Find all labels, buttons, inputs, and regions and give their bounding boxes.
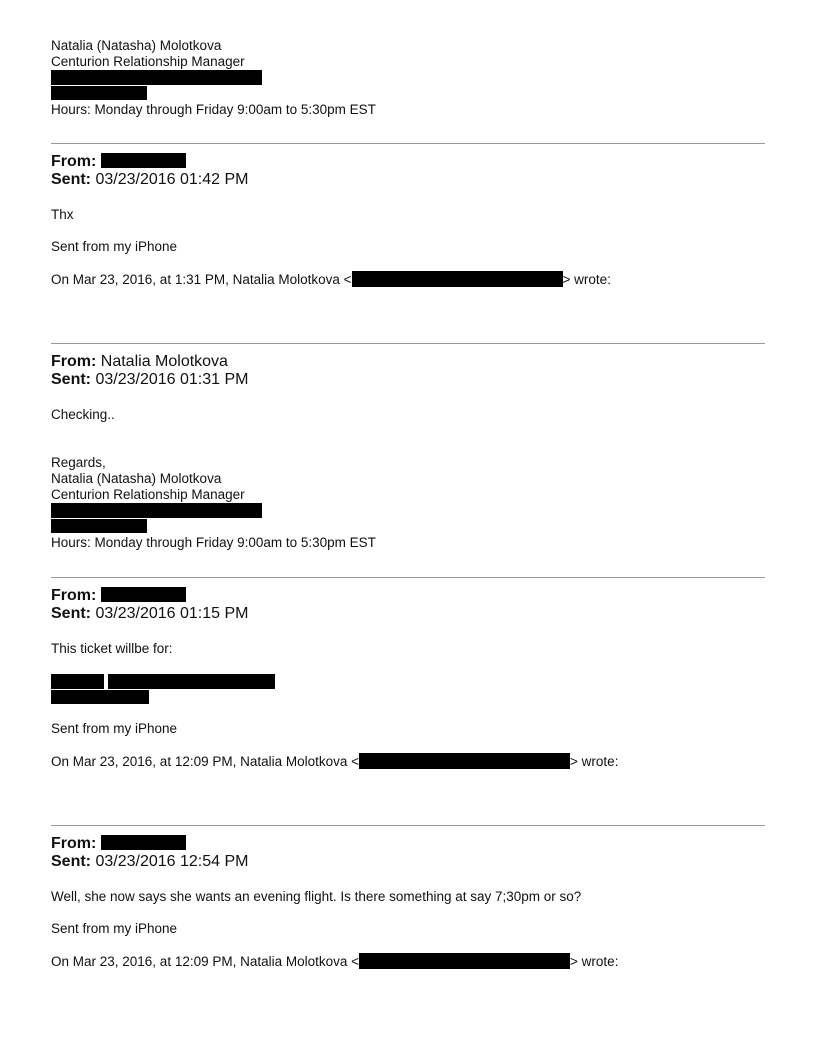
body-text: Sent from my iPhone [51,239,178,254]
sent-line [51,370,248,389]
body-text: Thx [51,207,74,222]
signature-name: Natalia (Natasha) Molotkova [51,471,222,486]
from-value: Natalia Molotkova [100,353,228,370]
sent-label: Sent: [51,853,91,870]
sent-label: Sent: [51,371,91,388]
from-label: From: [51,587,97,604]
quote-suffix: > wrote: [562,272,611,287]
body-text: Checking.. [51,407,115,422]
from-line [51,152,96,171]
sent-value: 03/23/2016 01:15 PM [95,605,249,622]
body-text: Well, she now says she wants an evening flight. Is there something at say 7;30pm or so? [51,889,582,904]
from-label: From: [51,153,97,170]
body-text: This ticket willbe for: [51,641,173,656]
quote-prefix: On Mar 23, 2016, at 1:31 PM, Natalia Molotkova < [51,272,352,287]
sent-value: 03/23/2016 01:31 PM [95,371,249,388]
quote-suffix: > wrote: [570,954,619,969]
divider [51,577,765,578]
redaction-box [108,674,275,689]
sent-value: 03/23/2016 01:42 PM [95,171,249,188]
body-text: Sent from my iPhone [51,921,178,936]
redaction-box [101,835,186,850]
divider [51,825,765,826]
redaction-box [51,70,262,85]
signature-hours: Hours: Monday through Friday 9:00am to 5:30pm EST [51,102,376,117]
body-text: Sent from my iPhone [51,721,178,736]
redaction-box [51,519,147,533]
signature-title: Centurion Relationship Manager [51,54,245,69]
from-label: From: [51,835,97,852]
redaction-box [101,587,186,602]
divider [51,143,765,144]
from-line [51,586,96,605]
from-label: From: [51,353,97,370]
signature-name: Natalia (Natasha) Molotkova [51,38,222,53]
sent-line [51,604,248,623]
sent-line [51,852,248,871]
sent-line [51,170,248,189]
redaction-box [359,753,570,769]
sent-label: Sent: [51,171,91,188]
regards-text: Regards, [51,455,106,470]
redaction-box [51,86,147,100]
signature-title: Centurion Relationship Manager [51,487,245,502]
signature-hours: Hours: Monday through Friday 9:00am to 5:30pm EST [51,535,376,550]
redaction-box [359,953,570,969]
redaction-box [51,674,104,689]
quote-prefix: On Mar 23, 2016, at 12:09 PM, Natalia Molotkova < [51,954,360,969]
sent-label: Sent: [51,605,91,622]
quote-line [51,953,618,970]
redaction-box [352,271,563,287]
sent-value: 03/23/2016 12:54 PM [95,853,249,870]
from-line [51,834,96,853]
quote-suffix: > wrote: [570,754,619,769]
divider [51,343,765,344]
quote-prefix: On Mar 23, 2016, at 12:09 PM, Natalia Molotkova < [51,754,360,769]
redaction-box [101,153,186,168]
quote-line [51,271,611,288]
redaction-box [51,690,149,704]
quote-line [51,753,618,770]
from-line [51,352,228,371]
redaction-box [51,503,262,518]
